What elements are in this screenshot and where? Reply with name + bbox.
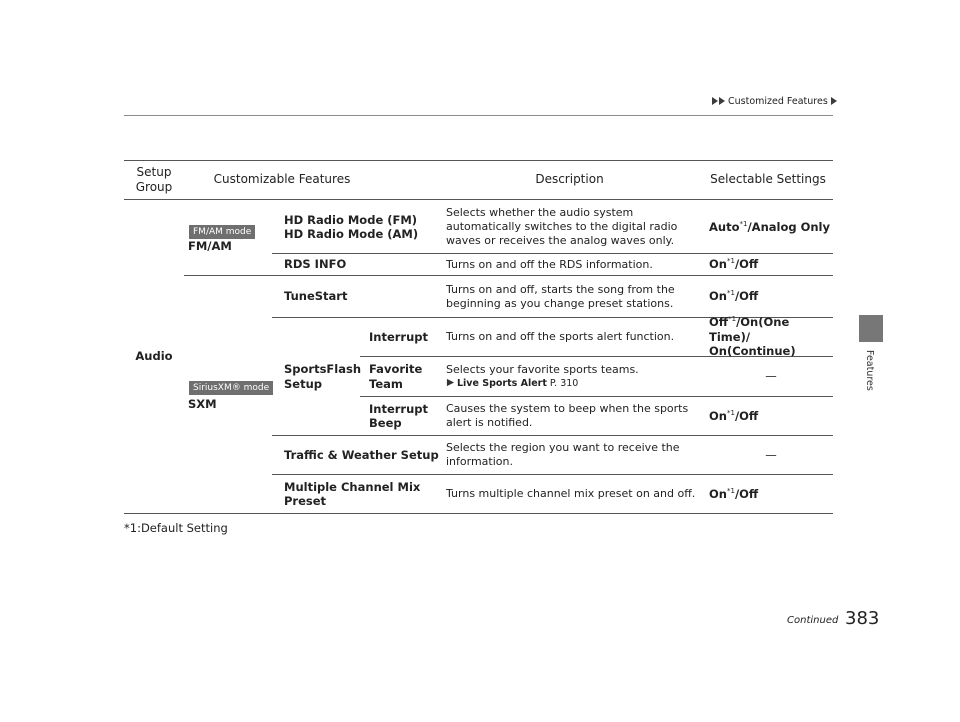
feature-rds-info: RDS INFO (284, 257, 347, 272)
description-interrupt: Turns on and off the sports alert function. (446, 330, 675, 344)
description-hd-radio: Selects whether the audio system automatically switches to the digital radio waves or receives the analog waves only. (446, 206, 678, 247)
feature-multiple-channel-mix: Multiple Channel Mix Preset (284, 479, 421, 508)
header-rule (124, 199, 833, 200)
description-rds-info: Turns on and off the RDS information. (446, 257, 653, 271)
header-customizable-features: Customizable Features (213, 172, 351, 186)
breadcrumb-label: Customized Features (728, 95, 828, 107)
feature-traffic-weather: Traffic & Weather Setup (284, 447, 439, 462)
header-selectable-settings: Selectable Settings (710, 172, 826, 186)
setting-traffic-weather: — (765, 447, 777, 462)
setting-multiple-channel-mix: On$^{*1}$/Off (709, 486, 759, 501)
description-favorite-team: Selects your favorite sports teams. Live Sports Alert P. 310 (446, 363, 639, 389)
reference-arrow-icon (446, 378, 455, 387)
setting-interrupt-beep: On$^{*1}$/Off (709, 408, 759, 423)
setting-favorite-team: — (765, 369, 777, 384)
continued-label: Continued (787, 615, 839, 626)
sxm-label: SXM (188, 396, 217, 411)
sub-favorite-team: Favorite Team (369, 362, 423, 391)
triangle-icon (831, 97, 837, 105)
description-multiple-channel-mix: Turns multiple channel mix preset on and off. (446, 487, 696, 501)
live-sports-alert-link[interactable]: Live Sports Alert P. 310 (446, 377, 639, 390)
description-interrupt-beep: Causes the system to beep when the sports alert is notified. (446, 402, 689, 429)
setting-interrupt: Off$^{*1}$/On(One Time)/ On(Continue) (709, 315, 796, 359)
feature-hd-radio: HD Radio Mode (FM) HD Radio Mode (AM) (284, 212, 419, 241)
fm-am-mode-badge: FM/AM mode (189, 225, 255, 239)
setting-tunestart: On$^{*1}$/Off (709, 289, 759, 304)
header-description: Description (535, 172, 604, 186)
sub-interrupt: Interrupt (369, 329, 429, 344)
fm-am-label: FM/AM (188, 238, 232, 253)
feature-sportsflash-setup: SportsFlash Setup (284, 362, 362, 391)
header-setup-group: Setup Group (135, 164, 173, 194)
siriusxm-mode-badge: SiriusXM® mode (189, 381, 273, 395)
settings-table (124, 160, 833, 514)
header-divider (124, 115, 833, 116)
table-bottom-rule (124, 513, 833, 514)
breadcrumb[interactable] (712, 94, 837, 108)
description-tunestart: Turns on and off, starts the song from the beginning as you change preset stations. (446, 282, 675, 310)
group-audio: Audio (135, 348, 173, 363)
setting-rds-info: On$^{*1}$/Off (709, 257, 759, 272)
section-tab[interactable] (859, 315, 883, 342)
page-number: 383 (845, 608, 880, 629)
sub-interrupt-beep: Interrupt Beep (369, 401, 429, 430)
description-traffic-weather: Selects the region you want to receive the information. (446, 441, 680, 468)
footnote: *1:Default Setting (124, 521, 228, 535)
double-triangle-icon (712, 97, 725, 105)
setting-hd-radio: Auto$^{*1}$/Analog Only (709, 219, 830, 234)
feature-tunestart: TuneStart (284, 289, 348, 304)
